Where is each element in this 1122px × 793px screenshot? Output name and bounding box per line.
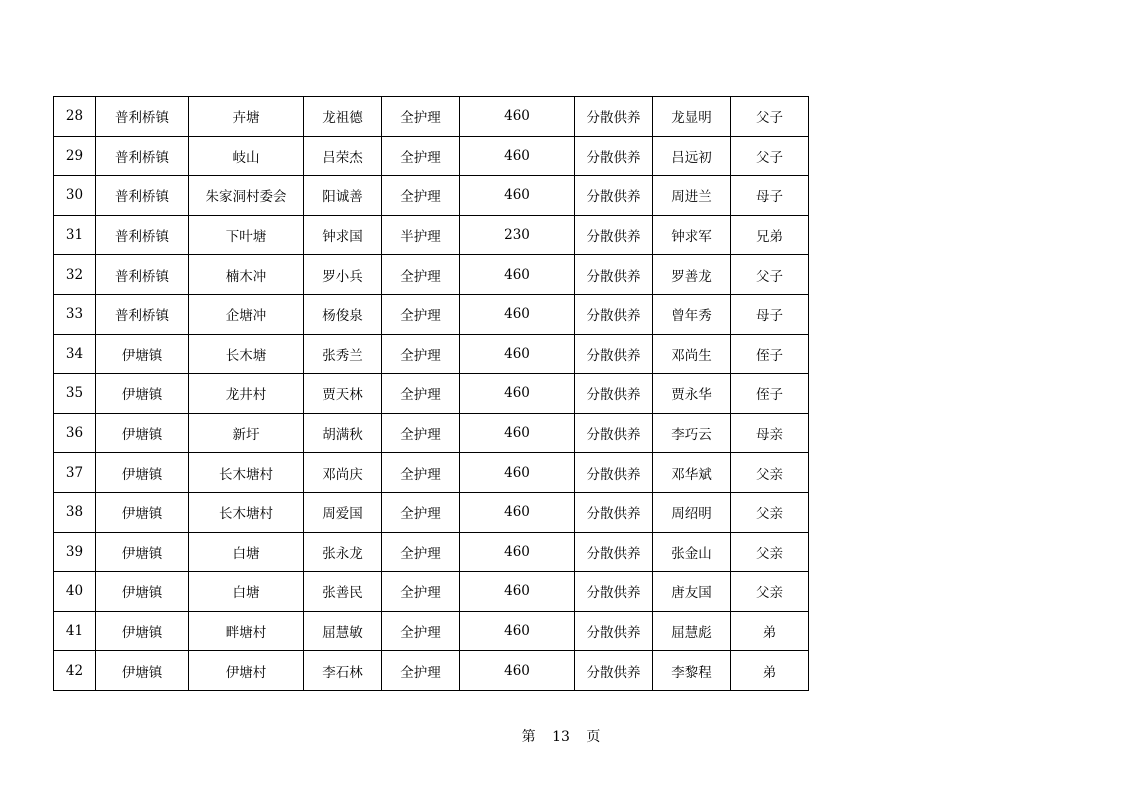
table-row xyxy=(54,651,809,691)
data-table xyxy=(53,96,809,691)
cell-amount: 460 xyxy=(460,492,575,532)
cell-name: 张秀兰 xyxy=(304,334,382,374)
cell-support-type: 分散供养 xyxy=(575,97,653,137)
table-body xyxy=(54,97,809,691)
cell-amount: 460 xyxy=(460,453,575,493)
cell-town: 伊塘镇 xyxy=(96,492,189,532)
cell-town: 伊塘镇 xyxy=(96,413,189,453)
cell-guardian: 吕远初 xyxy=(653,136,731,176)
cell-town: 普利桥镇 xyxy=(96,176,189,216)
cell-care-level: 全护理 xyxy=(382,136,460,176)
cell-guardian: 邓华斌 xyxy=(653,453,731,493)
table-row xyxy=(54,334,809,374)
cell-relation: 弟 xyxy=(731,651,809,691)
cell-name: 张善民 xyxy=(304,572,382,612)
table-row xyxy=(54,374,809,414)
cell-town: 普利桥镇 xyxy=(96,255,189,295)
cell-seq: 34 xyxy=(54,334,96,374)
cell-seq: 33 xyxy=(54,294,96,334)
cell-village: 岐山 xyxy=(189,136,304,176)
cell-relation: 父子 xyxy=(731,255,809,295)
cell-name: 李石林 xyxy=(304,651,382,691)
cell-support-type: 分散供养 xyxy=(575,334,653,374)
cell-seq: 28 xyxy=(54,97,96,137)
page-number: 13 xyxy=(552,729,570,745)
cell-support-type: 分散供养 xyxy=(575,215,653,255)
cell-name: 屈慧敏 xyxy=(304,611,382,651)
cell-name: 吕荣杰 xyxy=(304,136,382,176)
cell-village: 长木塘 xyxy=(189,334,304,374)
cell-amount: 460 xyxy=(460,532,575,572)
cell-seq: 37 xyxy=(54,453,96,493)
cell-amount: 460 xyxy=(460,611,575,651)
cell-guardian: 周进兰 xyxy=(653,176,731,216)
cell-relation: 父亲 xyxy=(731,492,809,532)
table-row xyxy=(54,532,809,572)
cell-name: 周爱国 xyxy=(304,492,382,532)
cell-name: 邓尚庆 xyxy=(304,453,382,493)
cell-town: 普利桥镇 xyxy=(96,97,189,137)
cell-seq: 38 xyxy=(54,492,96,532)
cell-town: 伊塘镇 xyxy=(96,611,189,651)
page-footer xyxy=(0,726,1122,746)
cell-seq: 42 xyxy=(54,651,96,691)
cell-town: 伊塘镇 xyxy=(96,651,189,691)
table-row xyxy=(54,97,809,137)
cell-care-level: 全护理 xyxy=(382,294,460,334)
cell-guardian: 周绍明 xyxy=(653,492,731,532)
cell-support-type: 分散供养 xyxy=(575,176,653,216)
cell-guardian: 李巧云 xyxy=(653,413,731,453)
cell-support-type: 分散供养 xyxy=(575,572,653,612)
cell-village: 下叶塘 xyxy=(189,215,304,255)
cell-name: 阳诚善 xyxy=(304,176,382,216)
cell-guardian: 邓尚生 xyxy=(653,334,731,374)
table-row xyxy=(54,294,809,334)
cell-village: 朱家洞村委会 xyxy=(189,176,304,216)
cell-amount: 460 xyxy=(460,651,575,691)
cell-seq: 39 xyxy=(54,532,96,572)
cell-care-level: 全护理 xyxy=(382,413,460,453)
cell-guardian: 李黎程 xyxy=(653,651,731,691)
cell-amount: 460 xyxy=(460,334,575,374)
cell-care-level: 全护理 xyxy=(382,651,460,691)
cell-amount: 460 xyxy=(460,294,575,334)
table-row xyxy=(54,492,809,532)
cell-care-level: 全护理 xyxy=(382,334,460,374)
page-prefix: 第 xyxy=(521,729,536,745)
cell-seq: 32 xyxy=(54,255,96,295)
cell-name: 杨俊泉 xyxy=(304,294,382,334)
cell-care-level: 全护理 xyxy=(382,572,460,612)
cell-relation: 母子 xyxy=(731,176,809,216)
cell-care-level: 半护理 xyxy=(382,215,460,255)
cell-village: 新圩 xyxy=(189,413,304,453)
data-table-container xyxy=(53,96,809,691)
cell-relation: 侄子 xyxy=(731,334,809,374)
cell-village: 白塘 xyxy=(189,532,304,572)
table-row xyxy=(54,255,809,295)
cell-village: 长木塘村 xyxy=(189,492,304,532)
cell-support-type: 分散供养 xyxy=(575,136,653,176)
cell-care-level: 全护理 xyxy=(382,492,460,532)
cell-seq: 36 xyxy=(54,413,96,453)
table-row xyxy=(54,611,809,651)
cell-amount: 460 xyxy=(460,374,575,414)
cell-relation: 母子 xyxy=(731,294,809,334)
cell-seq: 30 xyxy=(54,176,96,216)
cell-relation: 父子 xyxy=(731,136,809,176)
cell-relation: 父亲 xyxy=(731,453,809,493)
cell-amount: 460 xyxy=(460,572,575,612)
cell-guardian: 曾年秀 xyxy=(653,294,731,334)
cell-care-level: 全护理 xyxy=(382,611,460,651)
cell-amount: 460 xyxy=(460,413,575,453)
cell-relation: 侄子 xyxy=(731,374,809,414)
cell-guardian: 罗善龙 xyxy=(653,255,731,295)
table-row xyxy=(54,453,809,493)
cell-support-type: 分散供养 xyxy=(575,255,653,295)
cell-seq: 41 xyxy=(54,611,96,651)
cell-relation: 母亲 xyxy=(731,413,809,453)
cell-village: 伊塘村 xyxy=(189,651,304,691)
cell-guardian: 龙显明 xyxy=(653,97,731,137)
cell-amount: 460 xyxy=(460,255,575,295)
cell-name: 张永龙 xyxy=(304,532,382,572)
cell-relation: 父子 xyxy=(731,97,809,137)
cell-seq: 40 xyxy=(54,572,96,612)
cell-support-type: 分散供养 xyxy=(575,651,653,691)
cell-support-type: 分散供养 xyxy=(575,532,653,572)
cell-amount: 460 xyxy=(460,97,575,137)
cell-town: 普利桥镇 xyxy=(96,294,189,334)
cell-support-type: 分散供养 xyxy=(575,413,653,453)
table-row xyxy=(54,136,809,176)
table-row xyxy=(54,413,809,453)
cell-name: 龙祖德 xyxy=(304,97,382,137)
cell-village: 楠木冲 xyxy=(189,255,304,295)
cell-amount: 460 xyxy=(460,136,575,176)
cell-name: 钟求国 xyxy=(304,215,382,255)
cell-village: 卉塘 xyxy=(189,97,304,137)
cell-care-level: 全护理 xyxy=(382,374,460,414)
cell-care-level: 全护理 xyxy=(382,255,460,295)
cell-support-type: 分散供养 xyxy=(575,374,653,414)
cell-relation: 父亲 xyxy=(731,532,809,572)
table-row xyxy=(54,215,809,255)
cell-guardian: 屈慧彪 xyxy=(653,611,731,651)
table-row xyxy=(54,572,809,612)
cell-guardian: 贾永华 xyxy=(653,374,731,414)
cell-support-type: 分散供养 xyxy=(575,492,653,532)
cell-support-type: 分散供养 xyxy=(575,294,653,334)
cell-town: 普利桥镇 xyxy=(96,215,189,255)
cell-town: 伊塘镇 xyxy=(96,334,189,374)
cell-name: 胡满秋 xyxy=(304,413,382,453)
cell-town: 伊塘镇 xyxy=(96,572,189,612)
cell-care-level: 全护理 xyxy=(382,453,460,493)
cell-support-type: 分散供养 xyxy=(575,453,653,493)
cell-care-level: 全护理 xyxy=(382,176,460,216)
page-suffix: 页 xyxy=(586,729,601,745)
cell-amount: 460 xyxy=(460,176,575,216)
cell-town: 普利桥镇 xyxy=(96,136,189,176)
cell-town: 伊塘镇 xyxy=(96,374,189,414)
cell-name: 罗小兵 xyxy=(304,255,382,295)
cell-town: 伊塘镇 xyxy=(96,453,189,493)
cell-village: 白塘 xyxy=(189,572,304,612)
cell-guardian: 钟求军 xyxy=(653,215,731,255)
cell-village: 龙井村 xyxy=(189,374,304,414)
cell-guardian: 唐友国 xyxy=(653,572,731,612)
cell-support-type: 分散供养 xyxy=(575,611,653,651)
cell-care-level: 全护理 xyxy=(382,532,460,572)
cell-relation: 弟 xyxy=(731,611,809,651)
cell-care-level: 全护理 xyxy=(382,97,460,137)
cell-village: 长木塘村 xyxy=(189,453,304,493)
cell-town: 伊塘镇 xyxy=(96,532,189,572)
cell-relation: 父亲 xyxy=(731,572,809,612)
cell-seq: 29 xyxy=(54,136,96,176)
cell-relation: 兄弟 xyxy=(731,215,809,255)
cell-name: 贾天林 xyxy=(304,374,382,414)
table-row xyxy=(54,176,809,216)
cell-village: 企塘冲 xyxy=(189,294,304,334)
cell-village: 畔塘村 xyxy=(189,611,304,651)
cell-amount: 230 xyxy=(460,215,575,255)
cell-seq: 35 xyxy=(54,374,96,414)
cell-guardian: 张金山 xyxy=(653,532,731,572)
cell-seq: 31 xyxy=(54,215,96,255)
